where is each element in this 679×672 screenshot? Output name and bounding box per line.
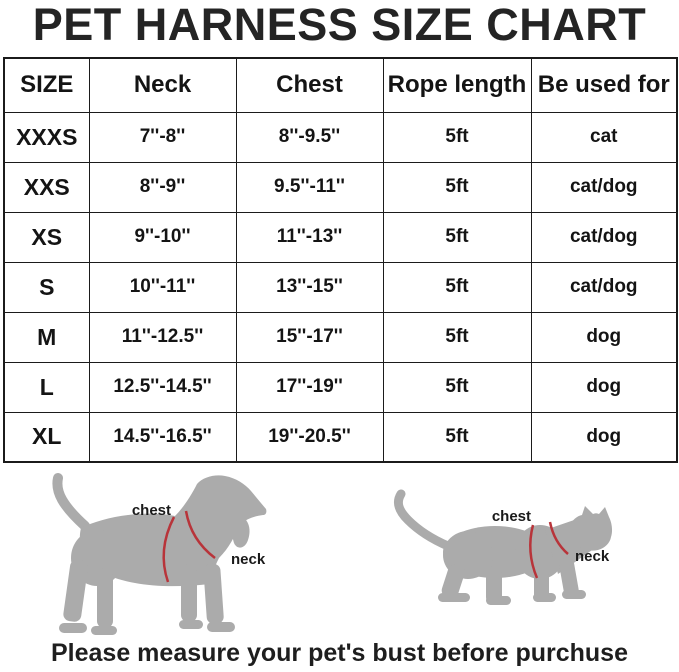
dog-neck-label: neck bbox=[231, 551, 266, 568]
table-header-row bbox=[4, 58, 677, 112]
cell-neck: 10''-11'' bbox=[89, 262, 236, 312]
cell-size: XS bbox=[4, 212, 89, 262]
col-header-chest: Chest bbox=[236, 58, 383, 112]
cell-size: M bbox=[4, 312, 89, 362]
table-row bbox=[4, 262, 677, 312]
cell-neck: 14.5''-16.5'' bbox=[89, 412, 236, 462]
size-chart-table bbox=[3, 57, 678, 463]
measurement-note: Please measure your pet's bust before purchuse bbox=[51, 639, 628, 667]
cell-size: S bbox=[4, 262, 89, 312]
cell-chest: 11''-13'' bbox=[236, 212, 383, 262]
cell-used-for: cat/dog bbox=[531, 262, 677, 312]
table-row bbox=[4, 212, 677, 262]
cell-size: XXXS bbox=[4, 112, 89, 162]
cell-neck: 12.5''-14.5'' bbox=[89, 362, 236, 412]
cat-chest-label: chest bbox=[491, 508, 531, 525]
cell-used-for: dog bbox=[531, 312, 677, 362]
col-header-size: SIZE bbox=[4, 58, 89, 112]
cell-size: XXS bbox=[4, 162, 89, 212]
cell-used-for: cat/dog bbox=[531, 162, 677, 212]
cell-rope-length: 5ft bbox=[383, 112, 531, 162]
cell-chest: 9.5''-11'' bbox=[236, 162, 383, 212]
cell-neck: 8''-9'' bbox=[89, 162, 236, 212]
cell-rope-length: 5ft bbox=[383, 262, 531, 312]
cell-rope-length: 5ft bbox=[383, 412, 531, 462]
cell-rope-length: 5ft bbox=[383, 162, 531, 212]
cell-rope-length: 5ft bbox=[383, 312, 531, 362]
table-row bbox=[4, 412, 677, 462]
col-header-rope-length: Rope length bbox=[383, 58, 531, 112]
page-title: PET HARNESS SIZE CHART bbox=[32, 0, 647, 50]
cell-rope-length: 5ft bbox=[383, 362, 531, 412]
cat-head bbox=[570, 506, 612, 551]
table-row bbox=[4, 112, 677, 162]
cell-chest: 8''-9.5'' bbox=[236, 112, 383, 162]
col-header-neck: Neck bbox=[89, 58, 236, 112]
cell-neck: 9''-10'' bbox=[89, 212, 236, 262]
table-row bbox=[4, 312, 677, 362]
cat-tail bbox=[398, 494, 448, 546]
dog-tail bbox=[57, 478, 85, 526]
table-row bbox=[4, 362, 677, 412]
cell-neck: 7''-8'' bbox=[89, 112, 236, 162]
cell-chest: 17''-19'' bbox=[236, 362, 383, 412]
cell-used-for: cat bbox=[531, 112, 677, 162]
cell-chest: 13''-15'' bbox=[236, 262, 383, 312]
cell-used-for: cat/dog bbox=[531, 212, 677, 262]
dog-illustration bbox=[45, 468, 315, 636]
cell-chest: 19''-20.5'' bbox=[236, 412, 383, 462]
cat-neck-label: neck bbox=[575, 548, 610, 565]
cell-size: L bbox=[4, 362, 89, 412]
col-header-used-for: Be used for bbox=[531, 58, 677, 112]
table-row bbox=[4, 162, 677, 212]
cell-rope-length: 5ft bbox=[383, 212, 531, 262]
cell-used-for: dog bbox=[531, 362, 677, 412]
cell-chest: 15''-17'' bbox=[236, 312, 383, 362]
cat-illustration bbox=[390, 480, 679, 632]
cell-used-for: dog bbox=[531, 412, 677, 462]
cell-neck: 11''-12.5'' bbox=[89, 312, 236, 362]
cell-size: XL bbox=[4, 412, 89, 462]
dog-chest-label: chest bbox=[131, 502, 171, 519]
